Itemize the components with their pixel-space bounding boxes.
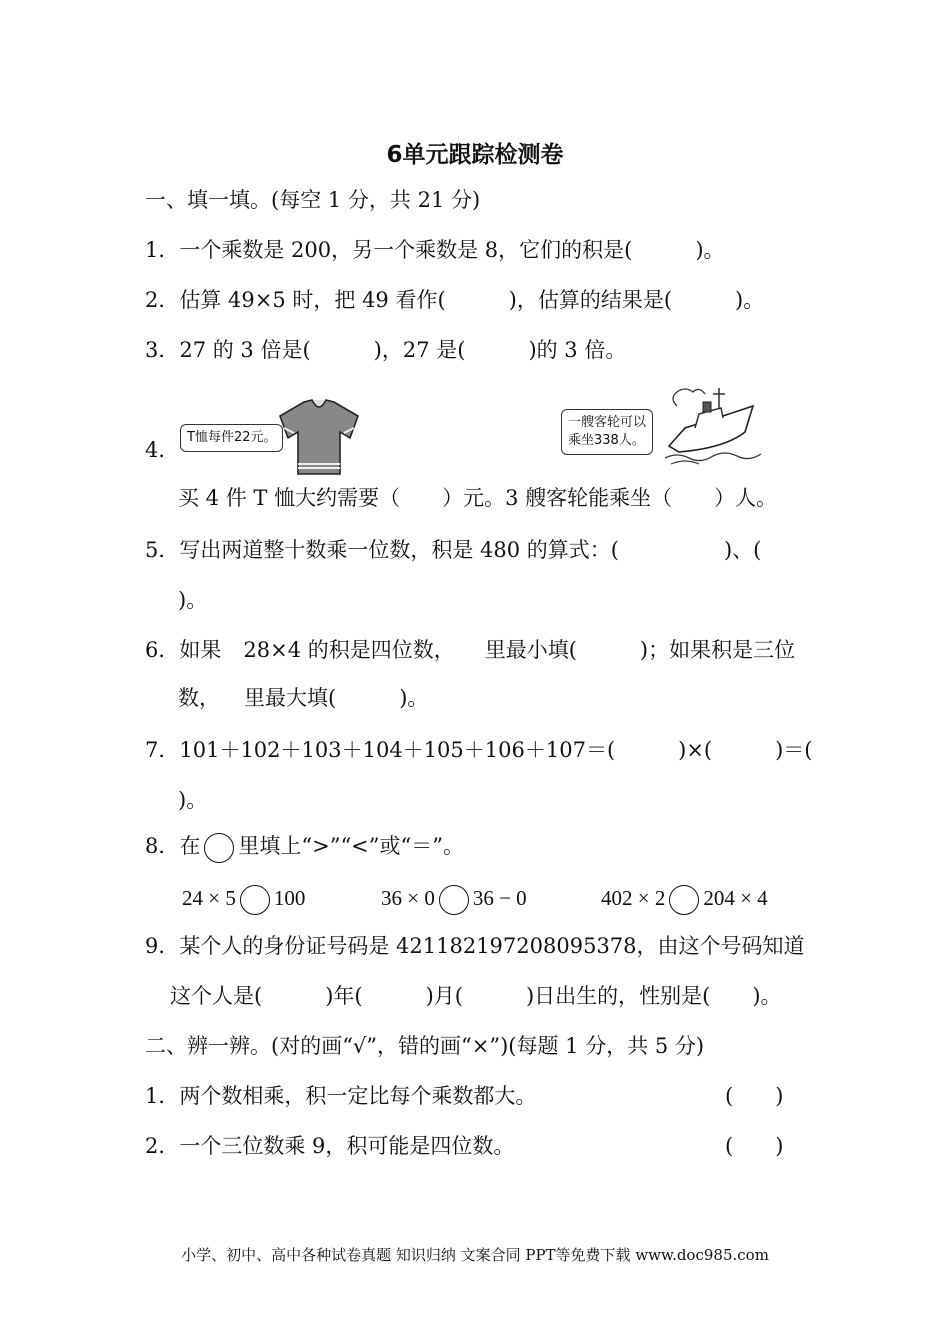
- question-9-line-1: 9．某个人的身份证号码是 421182197208095378，由这个号码知道: [145, 934, 805, 958]
- footer-text: 小学、初中、高中各种试卷真题 知识归纳 文案合同 PPT等免费下载 www.doc985.com: [181, 1246, 769, 1264]
- question-4-text: 买 4 件 T 恤大约需要（ ）元。3 艘客轮能乘坐（ ）人。: [178, 486, 778, 510]
- comparison-3-right: 204 × 4: [703, 886, 768, 910]
- judge-1: 1．两个数相乘，积一定比每个乘数都大。: [145, 1084, 537, 1108]
- tshirt-price-bubble: T恤每件22元。: [180, 424, 283, 452]
- question-6-line-2: [178, 684, 428, 712]
- question-8-instruction: [145, 832, 464, 863]
- ship-bubble-line-2: 乘坐338人。: [568, 433, 645, 448]
- ship-bubble-line-1: 一艘客轮可以: [568, 415, 647, 430]
- comparison-2-right: 36 − 0: [472, 886, 527, 910]
- question-1: 1．一个乘数是 200，另一个乘数是 8，它们的积是( )。: [145, 238, 725, 262]
- answer-circle-icon: [204, 833, 234, 863]
- question-4-number: 4．: [145, 438, 180, 462]
- question-6-part-c: 里最小填( )；如果积是三位: [484, 638, 796, 662]
- question-6-part-b: 28×4 的积是四位数，: [243, 638, 455, 662]
- judge-2: 2．一个三位数乘 9，积可能是四位数。: [145, 1134, 515, 1158]
- question-6-line-1: [145, 636, 795, 664]
- judge-2-answer[interactable]: ( ): [725, 1134, 784, 1158]
- comparison-3: [601, 884, 768, 915]
- section-2-heading: 二、辨一辨。(对的画“√”，错的画“×”)(每题 1 分，共 5 分): [145, 1034, 705, 1058]
- comparison-2: [381, 884, 527, 915]
- question-5-line-1: 5．写出两道整十数乘一位数，积是 480 的算式：( )、(: [145, 538, 762, 562]
- comparison-3-circle[interactable]: [669, 885, 699, 915]
- comparison-1: [182, 884, 305, 915]
- question-7-line-2: )。: [178, 788, 208, 812]
- judge-1-answer[interactable]: ( ): [725, 1084, 784, 1108]
- question-8-part-a: 8．在: [145, 834, 201, 858]
- question-9-line-2: 这个人是( )年( )月( )日出生的，性别是( )。: [170, 984, 782, 1008]
- question-3: 3．27 的 3 倍是( )，27 是( )的 3 倍。: [145, 338, 627, 362]
- ship-icon: [665, 384, 761, 466]
- question-5-line-2: )。: [178, 588, 208, 612]
- page-title: 6单元跟踪检测卷: [386, 142, 564, 168]
- question-7-line-1: 7．101＋102＋103＋104＋105＋106＋107＝( )×( )＝(: [145, 738, 813, 762]
- comparison-1-right: 100: [273, 886, 306, 910]
- section-1-heading: 一、填一填。(每空 1 分，共 21 分): [145, 188, 481, 212]
- question-6-part-a: 6．如果: [145, 638, 222, 662]
- question-6-part-e: 里最大填( )。: [244, 686, 429, 710]
- question-2: 2．估算 49×5 时，把 49 看作( )，估算的结果是( )。: [145, 288, 765, 312]
- comparison-2-left: 36 × 0: [381, 886, 435, 910]
- ship-capacity-bubble: [561, 409, 653, 455]
- comparison-3-left: 402 × 2: [601, 886, 666, 910]
- comparison-2-circle[interactable]: [439, 885, 469, 915]
- question-8-part-b: 里填上“>”“<”或“＝”。: [238, 834, 464, 858]
- question-6-part-d: 数，: [178, 686, 220, 710]
- tshirt-icon: [278, 398, 360, 478]
- comparison-1-circle[interactable]: [240, 885, 270, 915]
- comparison-1-left: 24 × 5: [182, 886, 236, 910]
